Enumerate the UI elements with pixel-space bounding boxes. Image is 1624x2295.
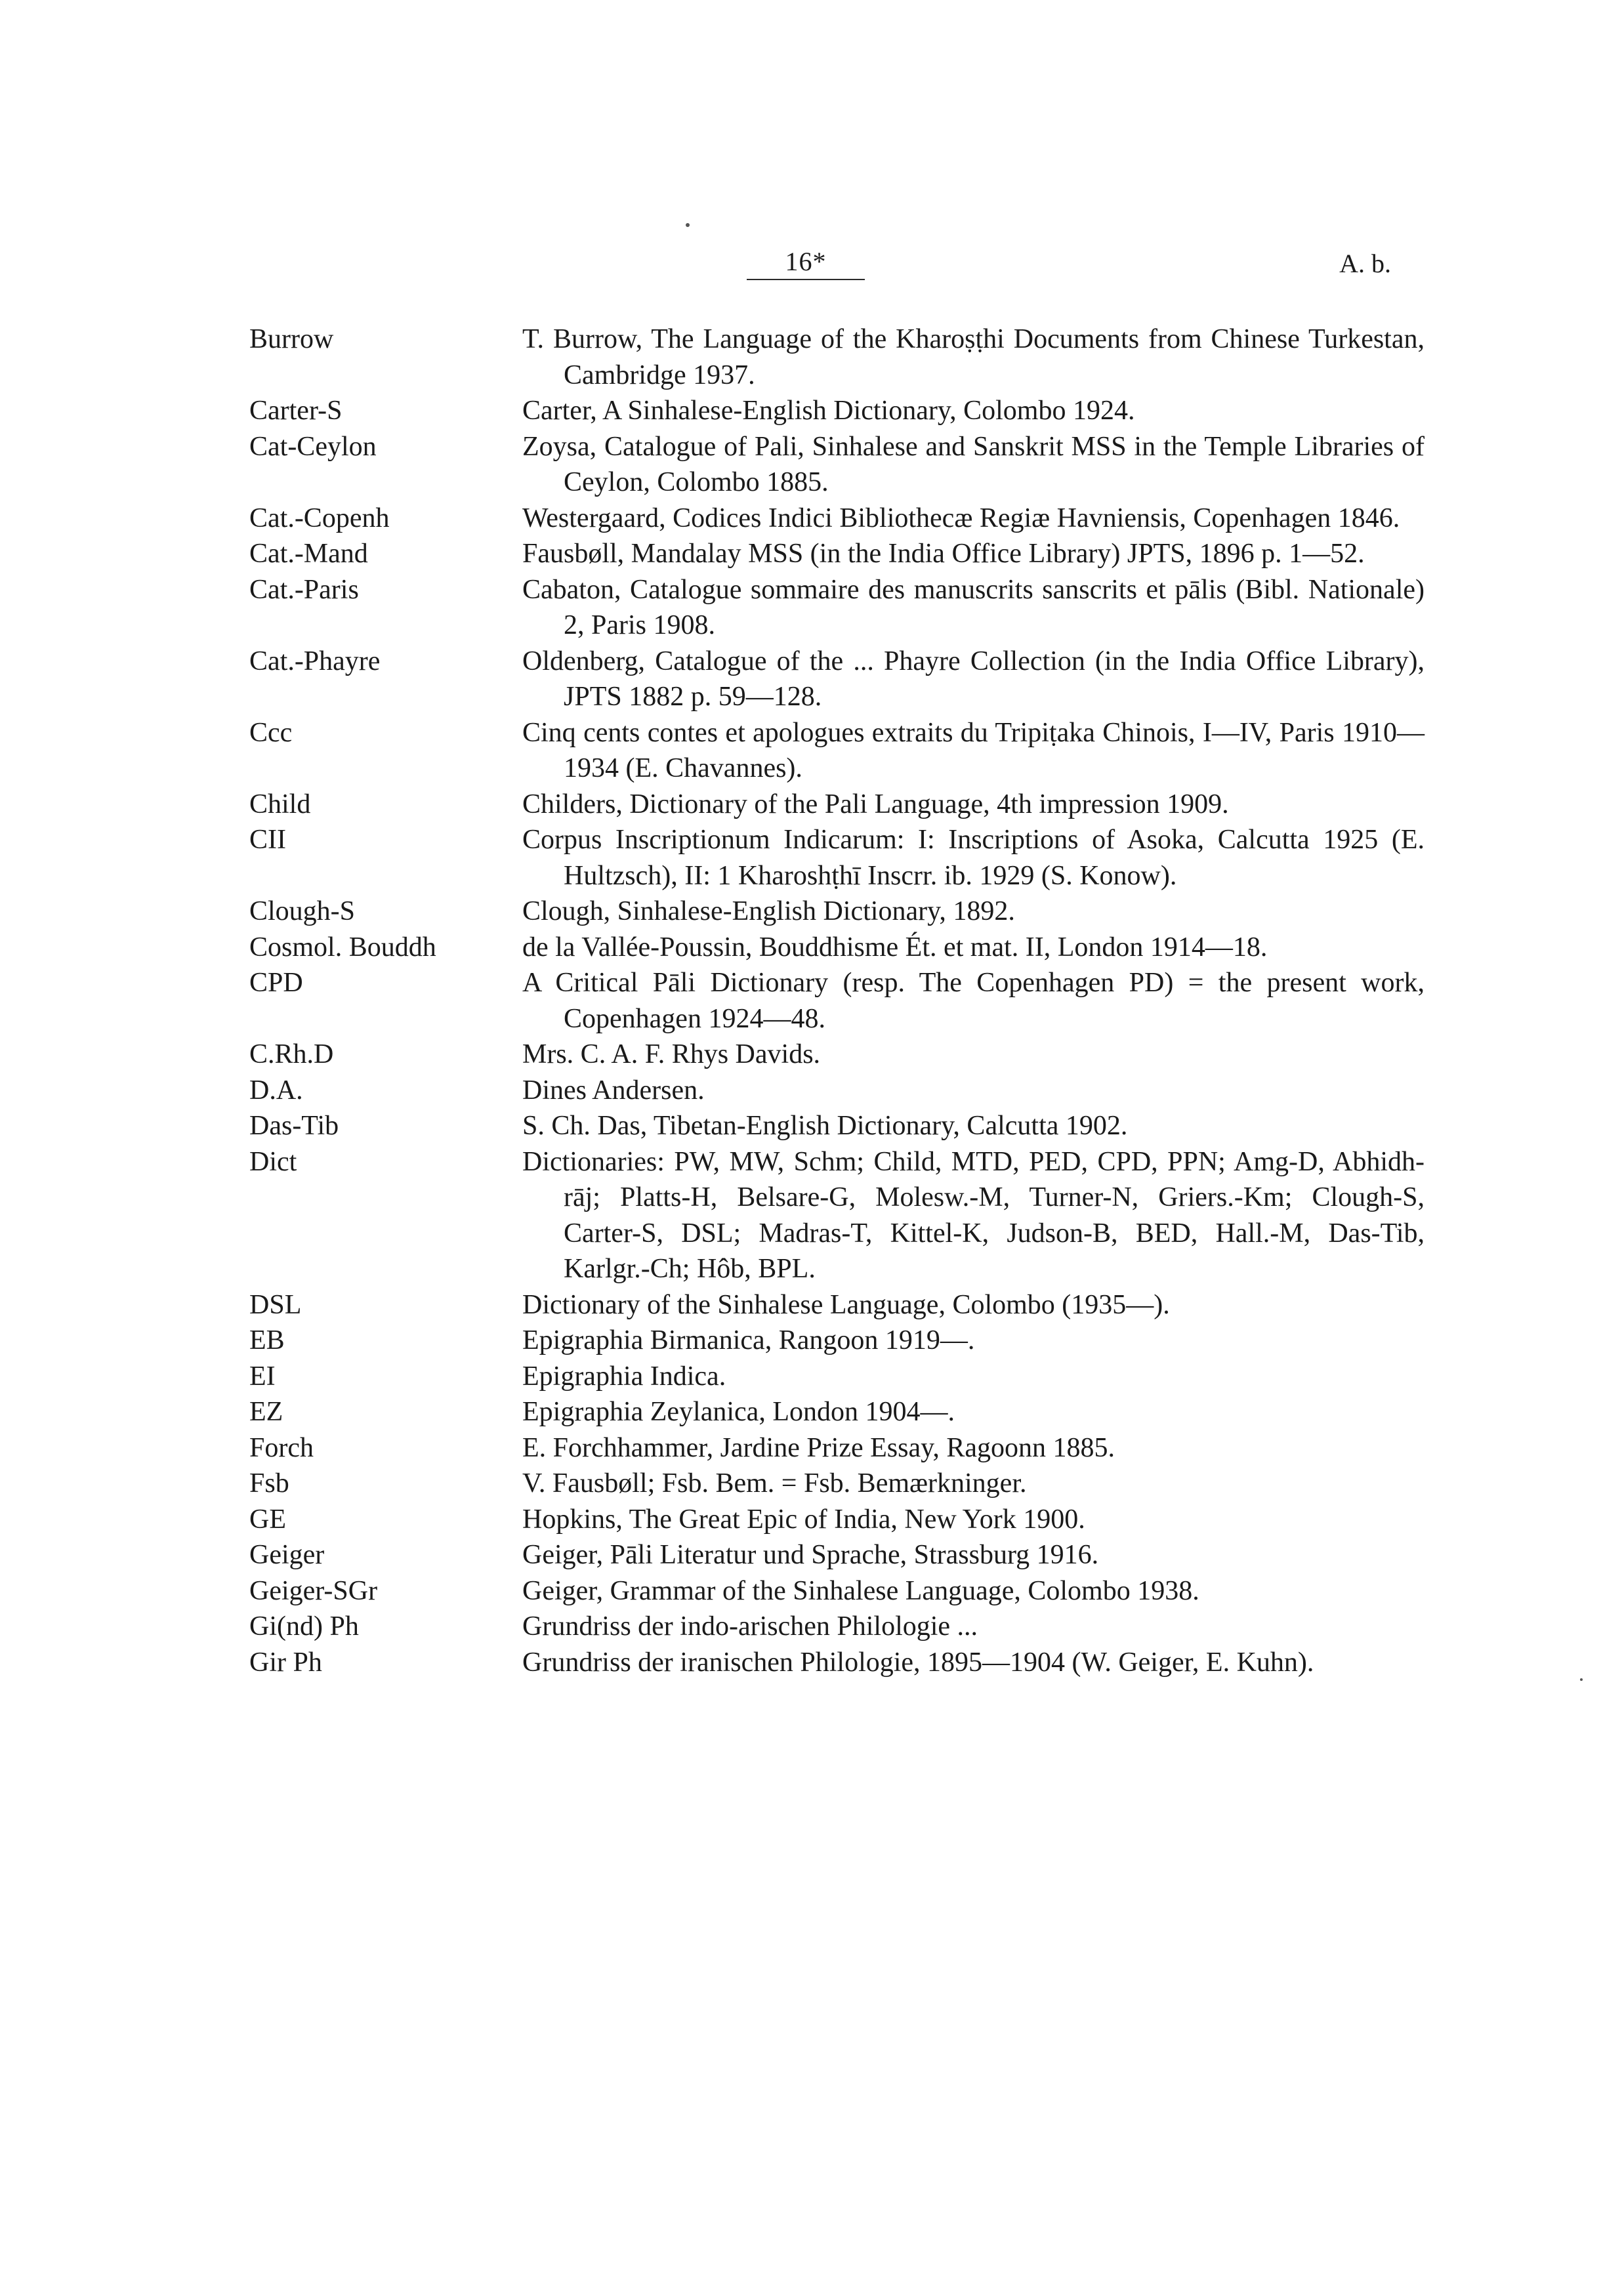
entry-text: V. Fausbøll; Fsb. Bem. = Fsb. Bemærkninger. bbox=[522, 1468, 1027, 1499]
entry-abbr: Gi(nd) Ph bbox=[249, 1611, 359, 1642]
entry-text: Carter, A Sinhalese-English Dictionary, Colombo 1924. bbox=[522, 396, 1135, 426]
entry-abbr: GE bbox=[249, 1504, 286, 1535]
entry-text: A Critical Pāli Dictionary (resp. The Copenhagen PD) = the present work, Copenhagen 1924—48. bbox=[522, 968, 1425, 1034]
entry-gir-ph bbox=[0, 1645, 1624, 1681]
entry-text: Mrs. C. A. F. Rhys Davids. bbox=[522, 1039, 821, 1069]
entry-fsb bbox=[0, 1466, 1624, 1502]
entry-abbr: CPD bbox=[249, 968, 303, 998]
entry-abbr: Burrow bbox=[249, 324, 334, 354]
entry-text: Zoysa, Catalogue of Pali, Sinhalese and Sanskrit MSS in the Temple Libraries of Ceylon, Colombo 1885. bbox=[522, 431, 1425, 497]
entry-abbr: Cosmol. Bouddh bbox=[249, 932, 436, 962]
entry-abbr: C.Rh.D bbox=[249, 1039, 334, 1069]
entry-abbr: EZ bbox=[249, 1397, 283, 1427]
entry-text: Epigraphia Zeylanica, London 1904—. bbox=[522, 1397, 955, 1427]
entry-da bbox=[0, 1073, 1624, 1109]
entry-text: Clough, Sinhalese-English Dictionary, 1892. bbox=[522, 896, 1015, 926]
entry-abbr: Cat.-Phayre bbox=[249, 646, 381, 676]
entry-burrow bbox=[0, 321, 1624, 393]
entry-abbr: Ccc bbox=[249, 717, 293, 748]
entry-text: Dictionary of the Sinhalese Language, Colombo (1935—). bbox=[522, 1289, 1170, 1320]
entry-abbr: Cat.-Mand bbox=[249, 539, 368, 569]
entry-abbr: CII bbox=[249, 825, 286, 855]
page-number: 16* bbox=[785, 247, 827, 276]
entry-geiger-sgr bbox=[0, 1573, 1624, 1609]
entry-text: Geiger, Pāli Literatur und Sprache, Strassburg 1916. bbox=[522, 1540, 1099, 1570]
entry-abbr: D.A. bbox=[249, 1075, 303, 1106]
entry-cat-mand bbox=[0, 536, 1624, 572]
entry-text: Grundriss der iranischen Philologie, 1895—1904 (W. Geiger, E. Kuhn). bbox=[522, 1647, 1314, 1678]
entry-abbr: Gir Ph bbox=[249, 1647, 322, 1678]
scan-speck bbox=[686, 223, 690, 227]
entry-dict bbox=[0, 1144, 1624, 1287]
entry-carter-s bbox=[0, 393, 1624, 429]
entry-abbr: DSL bbox=[249, 1289, 302, 1320]
entry-das-tib bbox=[0, 1108, 1624, 1144]
entry-cpd bbox=[0, 965, 1624, 1037]
entry-ge bbox=[0, 1502, 1624, 1538]
entry-text: Hopkins, The Great Epic of India, New York 1900. bbox=[522, 1504, 1085, 1535]
entry-abbr: Cat.-Copenh bbox=[249, 503, 390, 533]
entry-cat-ceylon bbox=[0, 429, 1624, 501]
entry-cat-phayre bbox=[0, 644, 1624, 715]
entry-abbr: Das-Tib bbox=[249, 1111, 339, 1141]
entry-child bbox=[0, 787, 1624, 823]
scan-speck bbox=[1580, 1678, 1583, 1681]
entry-text: T. Burrow, The Language of the Kharoṣṭhi Documents from Chinese Turkestan, Cambridge 1937. bbox=[522, 324, 1425, 390]
entry-abbr: EI bbox=[249, 1361, 276, 1392]
entry-text: Childers, Dictionary of the Pali Language, 4th impression 1909. bbox=[522, 789, 1229, 819]
entry-text: de la Vallée-Poussin, Bouddhisme Ét. et mat. II, London 1914—18. bbox=[522, 932, 1268, 962]
entry-abbr: Dict bbox=[249, 1146, 297, 1177]
entry-text: Dictionaries: PW, MW, Schm; Child, MTD, PED, CPD, PPN; Amg-D, Abhidh-rāj; Platts-H, Belsare-G, Molesw.-M, Turner-N, Griers.-Km; Clough-S, Carter-S, DSL; Madras-T, Kittel-K, Judson-B, BED, Hall.-M, Das-Tib, Karlgr.-Ch; Hôb, BPL. bbox=[522, 1146, 1425, 1284]
entry-text: Corpus Inscriptionum Indicarum: I: Inscriptions of Asoka, Calcutta 1925 (E. Hultzsch), II: 1 Kharoshṭhī Inscrr. ib. 1929 (S. Konow). bbox=[522, 825, 1425, 891]
entry-dsl bbox=[0, 1287, 1624, 1323]
entry-text: Cabaton, Catalogue sommaire des manuscrits sanscrits et pālis (Bibl. Nationale) 2, Paris 1908. bbox=[522, 574, 1425, 640]
entry-cat-paris bbox=[0, 572, 1624, 644]
entry-text: S. Ch. Das, Tibetan-English Dictionary, Calcutta 1902. bbox=[522, 1111, 1128, 1141]
entry-clough-s bbox=[0, 894, 1624, 930]
entry-abbr: EB bbox=[249, 1325, 285, 1355]
entry-text: Westergaard, Codices Indici Bibliothecæ Regiæ Havniensis, Copenhagen 1846. bbox=[522, 503, 1400, 533]
entry-abbr: Cat.-Paris bbox=[249, 574, 359, 605]
entry-cii bbox=[0, 822, 1624, 894]
entry-text: Cinq cents contes et apologues extraits du Tripiṭaka Chinois, I—IV, Paris 1910—1934 (E. Chavannes). bbox=[522, 717, 1425, 783]
entry-forch bbox=[0, 1430, 1624, 1466]
entry-abbr: Geiger bbox=[249, 1540, 325, 1570]
entry-ccc bbox=[0, 715, 1624, 787]
entry-abbr: Geiger-SGr bbox=[249, 1575, 378, 1606]
abbreviation-list bbox=[0, 321, 1624, 1680]
entry-crhd bbox=[0, 1037, 1624, 1073]
entry-abbr: Clough-S bbox=[249, 896, 356, 926]
entry-abbr: Fsb bbox=[249, 1468, 289, 1499]
entry-gind-ph bbox=[0, 1609, 1624, 1645]
entry-abbr: Cat-Ceylon bbox=[249, 431, 377, 462]
entry-geiger bbox=[0, 1537, 1624, 1573]
entry-text: Fausbøll, Mandalay MSS (in the India Office Library) JPTS, 1896 p. 1—52. bbox=[522, 539, 1365, 569]
entry-ez bbox=[0, 1394, 1624, 1430]
entry-text: Epigraphia Indica. bbox=[522, 1361, 726, 1392]
entry-abbr: Child bbox=[249, 789, 311, 819]
entry-text: Oldenberg, Catalogue of the ... Phayre Collection (in the India Office Library), JPTS 1882 p. 59—128. bbox=[522, 646, 1425, 712]
entry-text: Geiger, Grammar of the Sinhalese Language, Colombo 1938. bbox=[522, 1575, 1199, 1606]
entry-cosmol-bouddh bbox=[0, 930, 1624, 966]
entry-abbr: Forch bbox=[249, 1432, 314, 1463]
entry-abbr: Carter-S bbox=[249, 396, 343, 426]
entry-text: Grundriss der indo-arischen Philologie ... bbox=[522, 1611, 978, 1642]
running-head: A. b. bbox=[1339, 249, 1391, 278]
page-number-rule bbox=[747, 279, 865, 280]
entry-text: E. Forchhammer, Jardine Prize Essay, Ragoonn 1885. bbox=[522, 1432, 1115, 1463]
entry-eb bbox=[0, 1323, 1624, 1359]
entry-text: Epigraphia Birmanica, Rangoon 1919—. bbox=[522, 1325, 975, 1355]
entry-ei bbox=[0, 1359, 1624, 1395]
entry-cat-copenh bbox=[0, 501, 1624, 537]
entry-text: Dines Andersen. bbox=[522, 1075, 705, 1106]
